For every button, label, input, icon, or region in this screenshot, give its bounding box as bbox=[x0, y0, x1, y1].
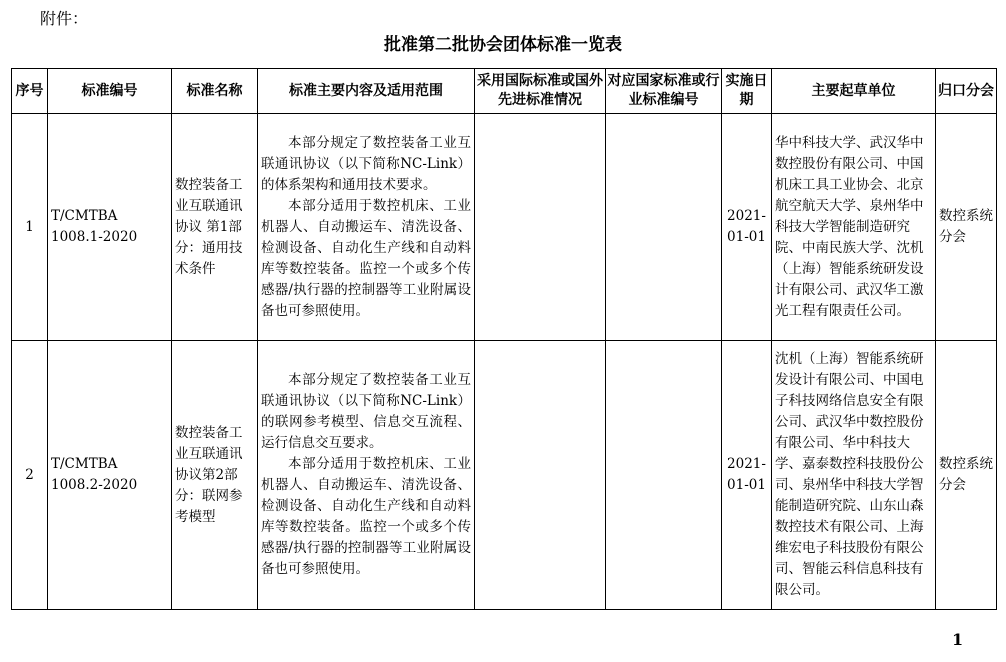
header-national: 对应国家标准或行业标准编号 bbox=[606, 69, 722, 114]
attachment-label: 附件： bbox=[40, 9, 89, 28]
cell-date: 2021-01-01 bbox=[722, 114, 772, 341]
table-row bbox=[12, 114, 997, 341]
cell-date: 2021-01-01 bbox=[722, 341, 772, 610]
cell-scope bbox=[258, 341, 475, 610]
cell-branch: 数控系统分会 bbox=[936, 114, 997, 341]
scope-paragraph: 本部分适用于数控机床、工业机器人、自动搬运车、清洗设备、检测设备、自动化生产线和自动料库等数控装备。监控一个或多个传感器/执行器的控制器等工业附属设备也可参照使用。 bbox=[261, 197, 471, 319]
cell-units: 沈机（上海）智能系统研发设计有限公司、中国电子科技网络信息安全有限公司、武汉华中数控股份有限公司、华中科技大学、嘉泰数控科技股份公司、泉州华中科技大学智能制造研究院、山东山森数控技术有限公司、上海维宏电子科技股份有限公司、智能云科信息科技有限公司。 bbox=[772, 341, 936, 610]
cell-scope bbox=[258, 114, 475, 341]
table-header-row bbox=[12, 69, 997, 114]
header-date: 实施日期 bbox=[722, 69, 772, 114]
scope-paragraph: 本部分规定了数控装备工业互联通讯协议（以下简称NC-Link）的联网参考模型、信息交互流程、运行信息交互要求。 bbox=[261, 372, 471, 451]
standards-table bbox=[11, 68, 997, 610]
cell-national bbox=[606, 341, 722, 610]
scope-paragraph: 本部分规定了数控装备工业互联通讯协议（以下简称NC-Link）的体系架构和通用技术要求。 bbox=[261, 134, 471, 193]
header-name: 标准名称 bbox=[172, 69, 258, 114]
page-number: 1 bbox=[952, 630, 964, 649]
scope-paragraph: 本部分适用于数控机床、工业机器人、自动搬运车、清洗设备、检测设备、自动化生产线和自动料库等数控装备。监控一个或多个传感器/执行器的控制器等工业附属设备也可参照使用。 bbox=[261, 456, 471, 577]
cell-units: 华中科技大学、武汉华中数控股份有限公司、中国机床工具工业协会、北京航空航天大学、泉州华中科技大学智能制造研究院、中南民族大学、沈机（上海）智能系统研发设计有限公司、武汉华工激光工程有限责任公司。 bbox=[772, 114, 936, 341]
cell-branch: 数控系统分会 bbox=[936, 341, 997, 610]
header-seq: 序号 bbox=[12, 69, 48, 114]
cell-seq: 1 bbox=[12, 114, 48, 341]
cell-seq: 2 bbox=[12, 341, 48, 610]
cell-code: T/CMTBA 1008.1-2020 bbox=[48, 114, 172, 341]
cell-intl bbox=[475, 114, 606, 341]
header-scope: 标准主要内容及适用范围 bbox=[258, 69, 475, 114]
cell-code: T/CMTBA 1008.2-2020 bbox=[48, 341, 172, 610]
header-units: 主要起草单位 bbox=[772, 69, 936, 114]
document-title: 批准第二批协会团体标准一览表 bbox=[384, 35, 622, 55]
header-intl: 采用国际标准或国外先进标准情况 bbox=[475, 69, 606, 114]
cell-national bbox=[606, 114, 722, 341]
cell-intl bbox=[475, 341, 606, 610]
cell-name: 数控装备工业互联通讯协议 第1部分：通用技术条件 bbox=[172, 114, 258, 341]
cell-name: 数控装备工业互联通讯协议第2部分：联网参考模型 bbox=[172, 341, 258, 610]
header-branch: 归口分会 bbox=[936, 69, 997, 114]
table-row bbox=[12, 341, 997, 610]
header-code: 标准编号 bbox=[48, 69, 172, 114]
